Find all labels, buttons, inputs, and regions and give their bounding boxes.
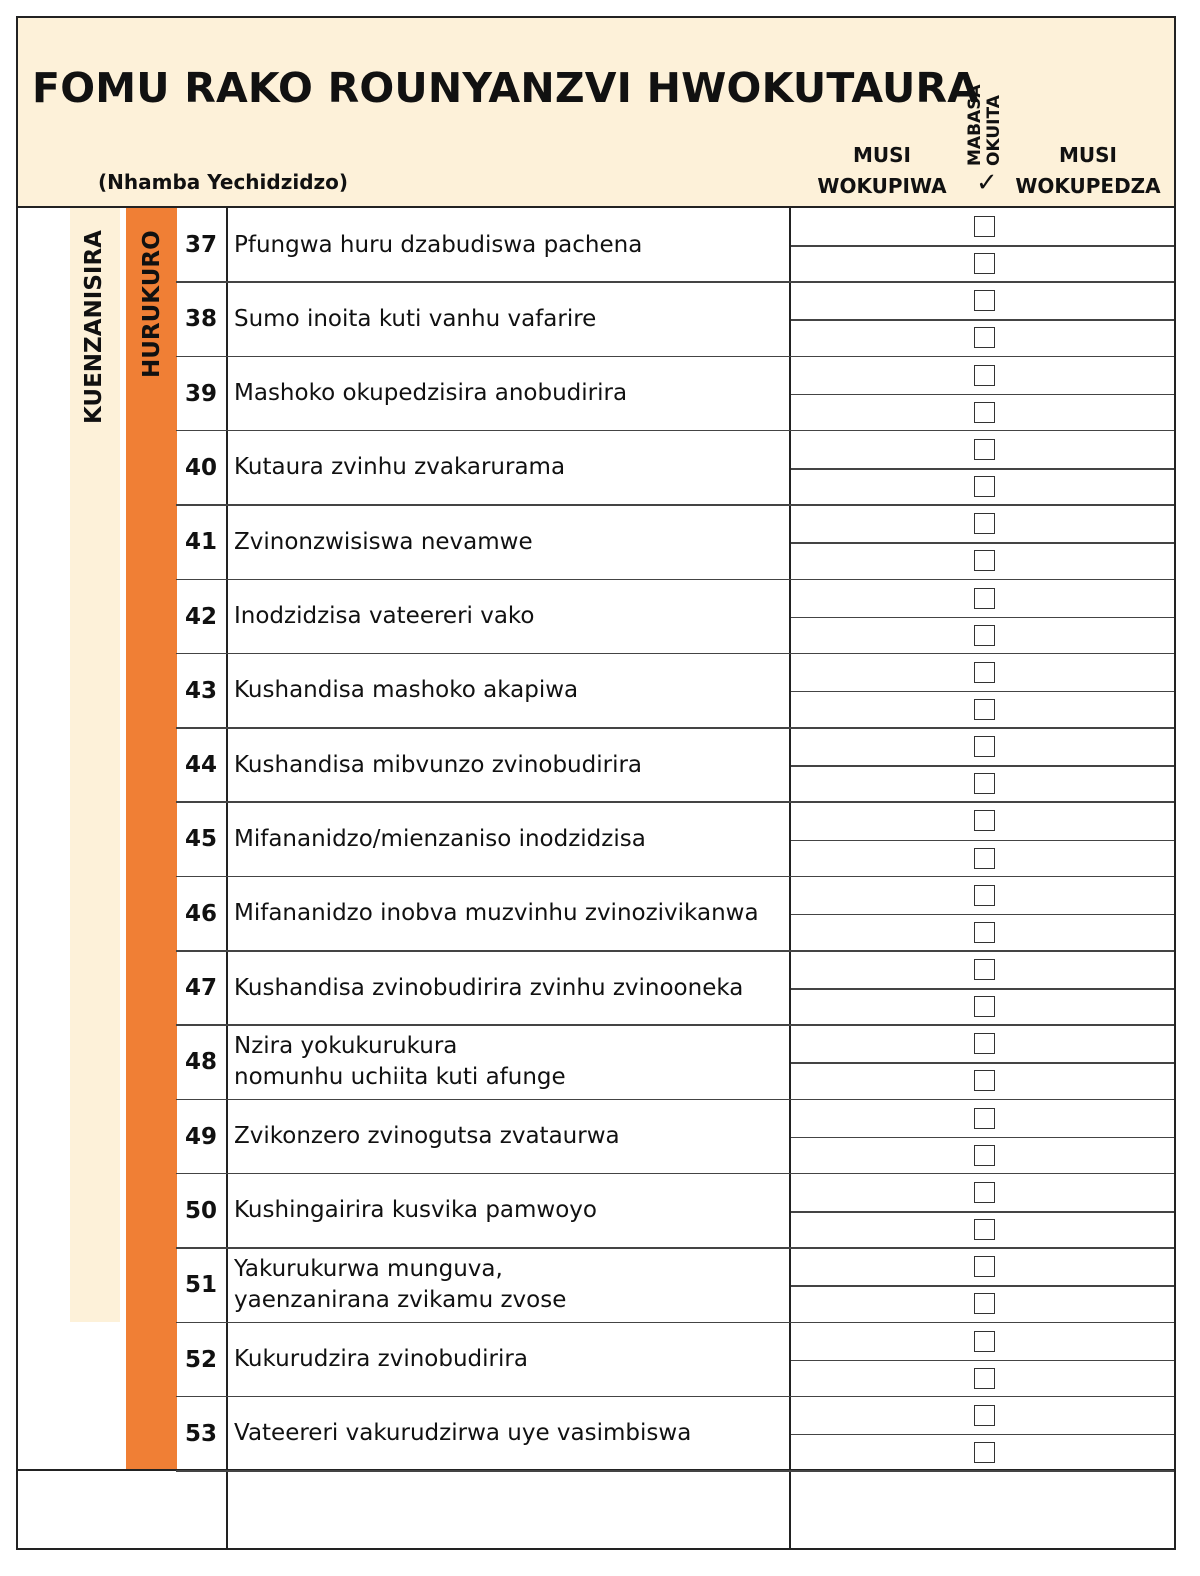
date-entry-line (791, 1062, 1174, 1064)
work-done-checkbox[interactable] (974, 1145, 995, 1166)
work-done-checkbox[interactable] (974, 1033, 995, 1054)
work-done-checkbox[interactable] (974, 996, 995, 1017)
work-done-checkbox[interactable] (974, 1256, 995, 1277)
lesson-number: 46 (184, 900, 217, 927)
lesson-title: Sumo inoita kuti vanhu vafarire (234, 305, 597, 332)
band-kuenzanisira (70, 208, 120, 1322)
date-entry-line (791, 1211, 1174, 1213)
lesson-number: 43 (184, 677, 217, 704)
date-entry-line (791, 765, 1174, 767)
lesson-title: Kushandisa mibvunzo zvinobudirira (234, 751, 643, 778)
work-done-checkbox[interactable] (974, 885, 995, 906)
work-done-checkbox[interactable] (974, 1070, 995, 1091)
work-done-checkbox[interactable] (974, 476, 995, 497)
lesson-title: Mashoko okupedzisira anobudirira (234, 380, 628, 407)
lesson-number: 38 (184, 306, 217, 333)
lesson-title: Zvikonzero zvinogutsa zvataurwa (234, 1123, 620, 1150)
band-label-outer: KUENZANISIRA (81, 230, 107, 424)
date-given-heading: MUSI WOKUPIWA (817, 143, 947, 198)
lesson-title: Yakurukurwa munguva, yaenzanirana zvikamu zvose (234, 1256, 567, 1314)
form-title: FOMU RAKO ROUNYANZVI HWOKUTAURA (32, 64, 980, 112)
work-done-checkbox[interactable] (974, 1219, 995, 1240)
date-entry-line (791, 1360, 1174, 1362)
lesson-number: 48 (184, 1049, 217, 1076)
lesson-title: Kukurudzira zvinobudirira (234, 1346, 528, 1372)
lesson-number: 47 (184, 975, 217, 1001)
lesson-number: 53 (184, 1420, 217, 1447)
lesson-title: Kushandisa zvinobudirira zvinhu zvinooneka (234, 974, 744, 1001)
date-entry-line (791, 1285, 1174, 1287)
lesson-number: 45 (184, 826, 217, 853)
date-entry-line (791, 1434, 1174, 1436)
lesson-number: 51 (184, 1272, 217, 1299)
lesson-title: Mifananidzo inobva muzvinhu zvinozivikanwa (234, 900, 759, 927)
lesson-title: Nzira yokukurukura nomunhu uchiita kuti afunge (234, 1033, 566, 1091)
date-entry-line (791, 319, 1174, 321)
work-done-checkbox[interactable] (974, 699, 995, 720)
row-divider (176, 1470, 1174, 1472)
date-entry-line (791, 617, 1174, 619)
date-entry-line (791, 542, 1174, 544)
lesson-number-label: (Nhamba Yechidzidzo) (98, 170, 349, 194)
lesson-number: 40 (184, 454, 217, 481)
lesson-number: 41 (184, 529, 217, 556)
work-done-checkbox[interactable] (974, 216, 995, 237)
work-done-checkbox[interactable] (974, 365, 995, 386)
work-done-checkbox[interactable] (974, 327, 995, 348)
work-done-checkbox[interactable] (974, 588, 995, 609)
check-mark-icon: ✓ (976, 168, 998, 198)
lesson-number: 44 (184, 752, 217, 779)
date-entry-line (791, 1137, 1174, 1139)
work-done-checkbox[interactable] (974, 848, 995, 869)
work-done-heading: MABASA OKUITA (965, 84, 1004, 166)
date-entry-line (791, 691, 1174, 693)
lesson-number: 42 (184, 603, 217, 630)
work-done-checkbox[interactable] (974, 290, 995, 311)
work-done-checkbox[interactable] (974, 439, 995, 460)
form-header (18, 18, 1174, 208)
date-finished-heading: MUSI WOKUPEDZA (1015, 143, 1161, 198)
work-done-checkbox[interactable] (974, 736, 995, 757)
date-entry-line (791, 468, 1174, 470)
lesson-title: Kushandisa mashoko akapiwa (234, 677, 579, 704)
work-done-checkbox[interactable] (974, 253, 995, 274)
lesson-number: 49 (184, 1123, 217, 1150)
work-done-checkbox[interactable] (974, 1331, 995, 1352)
band-hurukuro (126, 208, 177, 1470)
work-done-checkbox[interactable] (974, 1182, 995, 1203)
lesson-title: Kushingairira kusvika pamwoyo (234, 1197, 597, 1224)
lesson-title: Inodzidzisa vateereri vako (234, 603, 535, 629)
work-done-checkbox[interactable] (974, 550, 995, 571)
work-done-checkbox[interactable] (974, 810, 995, 831)
lesson-title: Kutaura zvinhu zvakarurama (234, 454, 566, 481)
work-done-checkbox[interactable] (974, 1405, 995, 1426)
lesson-number: 37 (184, 232, 217, 258)
work-done-checkbox[interactable] (974, 959, 995, 980)
speech-counsel-form (16, 16, 1176, 1550)
lesson-title: Vateereri vakurudzirwa uye vasimbiswa (234, 1420, 692, 1447)
work-done-checkbox[interactable] (974, 1293, 995, 1314)
date-entry-line (791, 914, 1174, 916)
work-done-checkbox[interactable] (974, 402, 995, 423)
work-done-checkbox[interactable] (974, 1442, 995, 1463)
work-done-checkbox[interactable] (974, 1108, 995, 1129)
work-done-checkbox[interactable] (974, 513, 995, 534)
lesson-number: 52 (184, 1346, 217, 1373)
lesson-title: Zvinonzwisiswa nevamwe (234, 528, 533, 555)
work-done-checkbox[interactable] (974, 922, 995, 943)
lesson-title: Pfungwa huru dzabudiswa pachena (234, 231, 643, 258)
work-done-checkbox[interactable] (974, 773, 995, 794)
date-entry-line (791, 245, 1174, 247)
work-done-checkbox[interactable] (974, 625, 995, 646)
date-entry-line (791, 840, 1174, 842)
band-label-inner: HURUKURO (139, 230, 165, 378)
lesson-number: 39 (184, 380, 217, 407)
work-done-checkbox[interactable] (974, 662, 995, 683)
lesson-number: 50 (184, 1197, 217, 1224)
date-entry-line (791, 988, 1174, 990)
date-entry-line (791, 394, 1174, 396)
lesson-title: Mifananidzo/mienzaniso inodzidzisa (234, 825, 646, 852)
work-done-checkbox[interactable] (974, 1368, 995, 1389)
